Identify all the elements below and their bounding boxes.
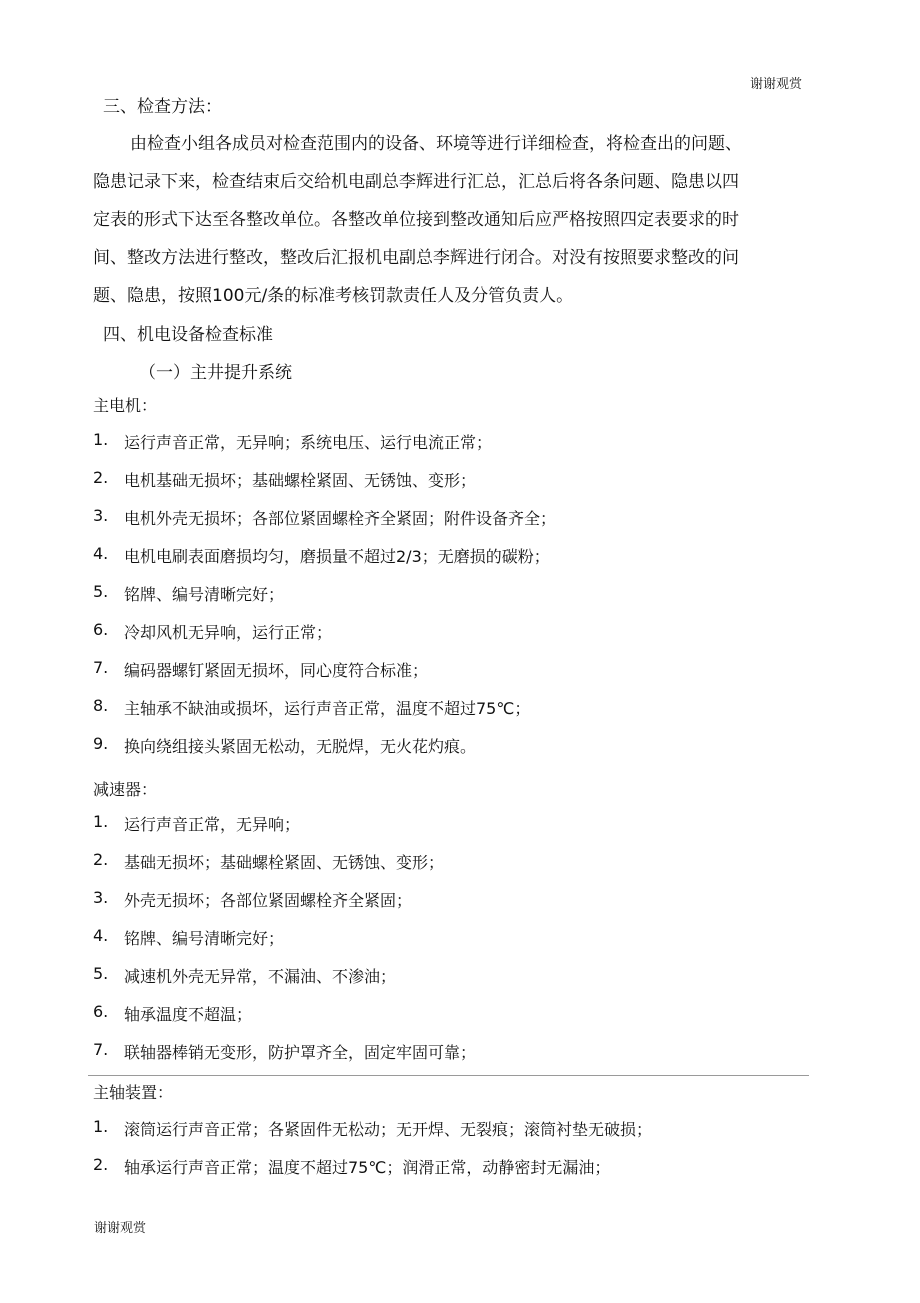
paragraph-line: 由检查小组各成员对检查范围内的设备、环境等进行详细检查，将检查出的问题、 — [130, 134, 742, 154]
item-number: 6. — [93, 620, 109, 639]
item-number: 4. — [93, 544, 109, 563]
item-text: 基础无损坏；基础螺栓紧固、无锈蚀、变形； — [124, 853, 445, 872]
item-text: 编码器螺钉紧固无损坏，同心度符合标准； — [124, 661, 429, 680]
item-number: 1. — [93, 430, 109, 449]
item-text: 轴承运行声音正常；温度不超过75℃；润滑正常，动静密封无漏油； — [124, 1158, 611, 1177]
item-number: 1. — [93, 812, 109, 831]
item-text: 电机基础无损坏；基础螺栓紧固、无锈蚀、变形； — [124, 471, 477, 490]
item-number: 2. — [93, 850, 109, 869]
item-number: 3. — [93, 888, 109, 907]
item-text: 电机电刷表面磨损均匀，磨损量不超过2/3；无磨损的碳粉； — [124, 547, 550, 566]
item-text: 冷却风机无异响，运行正常； — [124, 623, 333, 642]
item-number: 6. — [93, 1002, 109, 1021]
item-text: 联轴器棒销无变形，防护罩齐全，固定牢固可靠； — [124, 1043, 477, 1062]
item-number: 7. — [93, 658, 109, 677]
item-text: 外壳无损坏；各部位紧固螺栓齐全紧固； — [124, 891, 413, 910]
section-3-title: 三、检查方法： — [103, 97, 222, 117]
item-number: 2. — [93, 1155, 109, 1174]
item-text: 运行声音正常，无异响；系统电压、运行电流正常； — [124, 433, 493, 452]
item-text: 轴承温度不超温； — [124, 1005, 253, 1024]
item-number: 8. — [93, 696, 109, 715]
item-number: 4. — [93, 926, 109, 945]
item-text: 铭牌、编号清晰完好； — [124, 929, 285, 948]
header-note: 谢谢观赏 — [750, 77, 803, 92]
paragraph-line: 间、整改方法进行整改，整改后汇报机电副总李辉进行闭合。对没有按照要求整改的问 — [93, 248, 739, 268]
group-title-main-shaft: 主轴装置： — [93, 1083, 174, 1102]
item-text: 滚筒运行声音正常；各紧固件无松动；无开焊、无裂痕；滚筒衬垫无破损； — [124, 1120, 653, 1139]
item-text: 铭牌、编号清晰完好； — [124, 585, 285, 604]
item-text: 换向绕组接头紧固无松动，无脱焊，无火花灼痕。 — [124, 737, 477, 756]
section-4-title: 四、机电设备检查标准 — [103, 325, 273, 345]
paragraph-line: 题、隐患，按照100元/条的标准考核罚款责任人及分管负责人。 — [93, 286, 574, 306]
item-number: 9. — [93, 734, 109, 753]
item-number: 3. — [93, 506, 109, 525]
item-number: 7. — [93, 1040, 109, 1059]
group-title-reducer: 减速器： — [93, 780, 158, 799]
paragraph-line: 隐患记录下来，检查结束后交给机电副总李辉进行汇总，汇总后将各条问题、隐患以四 — [93, 172, 739, 192]
item-number: 5. — [93, 964, 109, 983]
item-text: 主轴承不缺油或损坏，运行声音正常，温度不超过75℃； — [124, 699, 531, 718]
footer-note: 谢谢观赏 — [94, 1221, 147, 1236]
paragraph-line: 定表的形式下达至各整改单位。各整改单位接到整改通知后应严格按照四定表要求的时 — [93, 210, 739, 230]
item-text: 电机外壳无损坏；各部位紧固螺栓齐全紧固；附件设备齐全； — [124, 509, 557, 528]
page-break-divider — [88, 1075, 809, 1076]
group-title-motor: 主电机： — [93, 396, 158, 415]
item-number: 1. — [93, 1117, 109, 1136]
item-text: 运行声音正常，无异响； — [124, 815, 301, 834]
subsection-title: （一）主井提升系统 — [139, 363, 292, 383]
item-number: 2. — [93, 468, 109, 487]
item-number: 5. — [93, 582, 109, 601]
item-text: 减速机外壳无异常，不漏油、不渗油； — [124, 967, 397, 986]
